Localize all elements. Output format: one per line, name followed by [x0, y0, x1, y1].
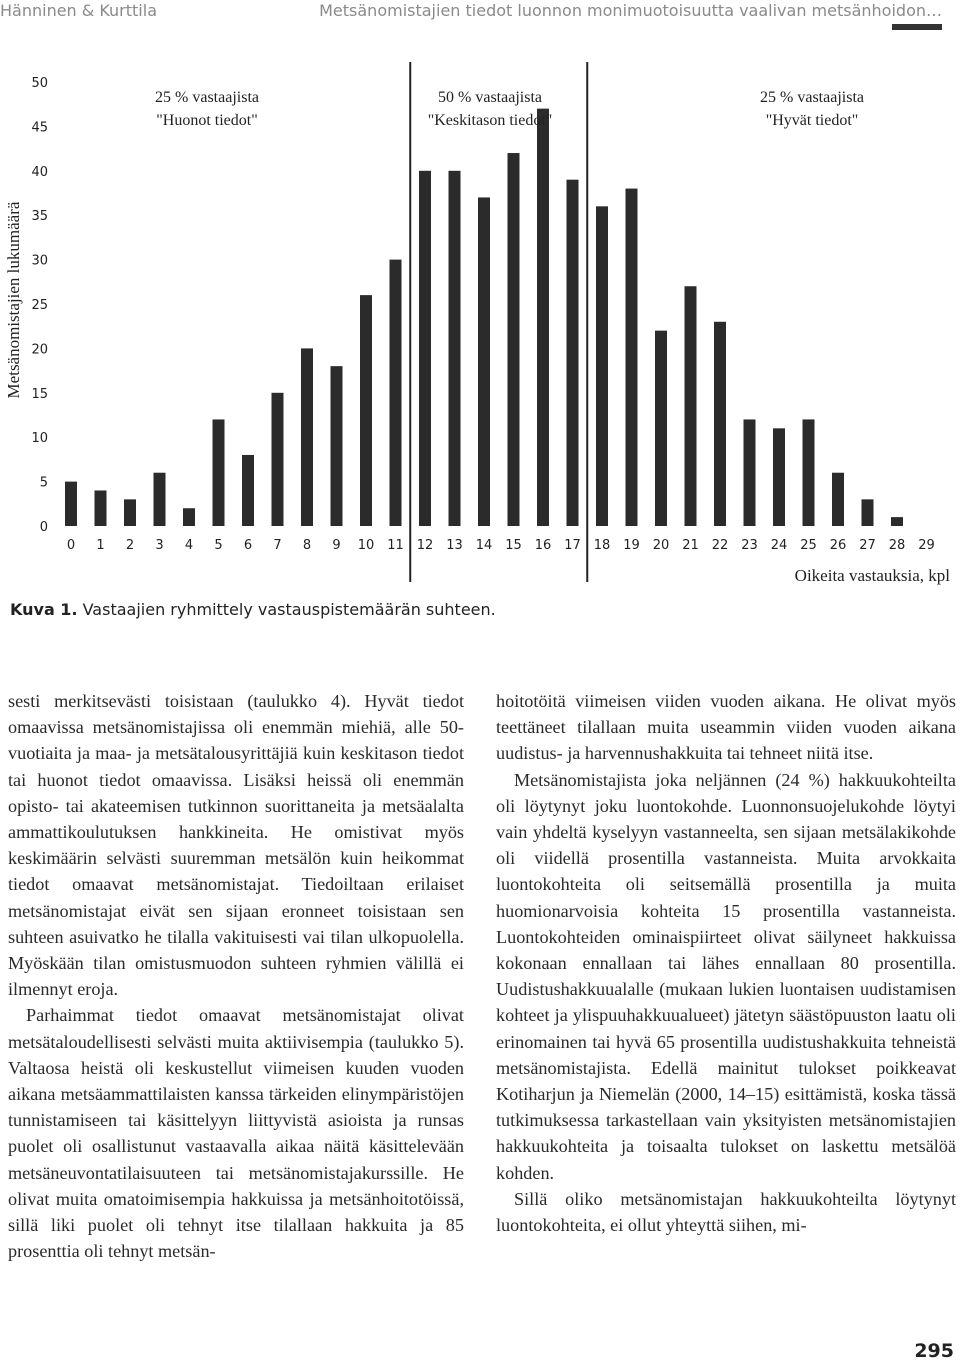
y-tick-label: 40 — [31, 164, 48, 180]
bar — [478, 197, 490, 526]
bar — [301, 348, 313, 526]
running-header-authors: Hänninen & Kurttila — [0, 1, 157, 20]
x-tick-label: 16 — [534, 538, 552, 553]
bar — [862, 499, 874, 526]
y-tick-label: 50 — [31, 76, 48, 91]
y-tick-label: 25 — [31, 298, 48, 313]
x-tick-label: 23 — [741, 538, 758, 553]
group-label-share: 25 % vastaajista — [155, 89, 259, 106]
bar — [685, 286, 697, 526]
y-tick-label: 20 — [31, 342, 48, 358]
x-tick-label: 25 — [800, 538, 817, 553]
group-label-name: "Keskitason tiedot" — [427, 112, 553, 129]
bar-chart — [0, 58, 960, 588]
text-column-left — [8, 688, 464, 1264]
bar — [832, 473, 844, 526]
x-tick-label: 12 — [416, 538, 434, 553]
figure-caption-text: Vastaajien ryhmittely vastauspistemäärän suhteen. — [77, 600, 496, 619]
x-tick-label: 21 — [682, 538, 699, 553]
y-tick-label: 45 — [31, 120, 48, 136]
x-tick-label: 6 — [243, 538, 253, 553]
x-tick-label: 0 — [66, 538, 76, 553]
bar — [655, 331, 667, 526]
text-column-right — [496, 688, 956, 1238]
figure-chart — [0, 58, 960, 588]
x-tick-label: 24 — [770, 538, 788, 553]
bar — [537, 109, 549, 526]
y-tick-label: 10 — [31, 431, 48, 447]
x-tick-label: 18 — [593, 538, 611, 553]
x-tick-label: 17 — [564, 538, 581, 553]
y-axis-label: Metsänomistajien lukumäärä — [4, 201, 23, 399]
paragraph: sesti merkitsevästi toisistaan (taulukko 4). Hyvät tiedot omaavissa metsänomistajissa oli enemmän miehiä, alle 50-vuotiaita ja maa- ja metsätalousyrittäjiä kuin keskitason tiedot tai huonot tiedot omaavissa. Lisäksi heissä oli enemmän opisto- tai akateemisen tutkinnon suorittaneita ja metsäalalta ammattikoulutuksen hankkineita. He omistivat myös keskimäärin selvästi suuremman metsälön kuin heikommat tiedot omaavat metsänomistajat. Tiedoiltaan erilaiset metsänomistajat eivät sen sijaan eronneet toisistaan sen suhteen asuivatko he tilalla vakituisesti vai tilan ulkopuolella. Myöskään tilan omistusmuodon suhteen ryhmien välillä ei ilmennyt eroja. — [8, 691, 464, 1000]
bar — [272, 393, 284, 526]
x-tick-label: 2 — [125, 538, 135, 553]
x-axis-label: Oikeita vastauksia, kpl — [794, 566, 950, 585]
x-tick-label: 8 — [302, 538, 312, 553]
bar — [360, 295, 372, 526]
bar — [803, 419, 815, 526]
x-tick-label: 9 — [332, 538, 341, 553]
y-tick-label: 15 — [31, 386, 48, 402]
bar — [891, 517, 903, 526]
page-number: 295 — [914, 1340, 954, 1362]
y-tick-label: 0 — [39, 520, 48, 535]
bar — [567, 180, 579, 526]
bar — [744, 419, 756, 526]
x-tick-label: 4 — [184, 538, 194, 553]
bar — [154, 473, 166, 526]
x-tick-label: 27 — [859, 538, 876, 553]
x-tick-label: 3 — [155, 538, 164, 553]
running-header-title: Metsänomistajien tiedot luonnon monimuotoisuutta vaalivan metsänhoidon… — [319, 1, 942, 20]
x-tick-label: 11 — [387, 538, 404, 553]
bar — [596, 206, 608, 526]
bar — [449, 171, 461, 526]
figure-caption — [10, 600, 496, 619]
x-tick-label: 7 — [273, 538, 282, 553]
bar — [714, 322, 726, 526]
x-tick-label: 20 — [652, 538, 670, 553]
bar — [65, 482, 77, 526]
bar — [124, 499, 136, 526]
x-tick-label: 22 — [711, 538, 729, 553]
x-tick-label: 5 — [214, 538, 223, 553]
bar — [183, 508, 195, 526]
bar — [390, 260, 402, 526]
paragraph: Metsänomistajista joka neljännen (24 %) hakkuukohteilta oli löytynyt joku luontokohde. Luonnonsuojelukohde löytyi vain yhdeltä kyselyyn vastanneelta, sen sijaan metsälakikohde oli viidellä prosentilla vastanneista. Muita arvokkaita luontokohteita oli seitsemällä prosentilla ja muita huomionarvoisia kohteita 15 prosentilla vastanneista. Luontokohteiden ominaispiirteet olivat säilyneet hakkuissa kokonaan ennallaan tai lähes ennallaan 80 prosentilla. Uudistushakkuualalle (mukaan lukien luontaisen uudistamisen kohteet ja ylispuuhakkuualueet) jätetyn säästöpuuston laatu oli erinomainen tai hyvä 65 prosentilla uudistushakkuita tehneistä metsänomistajista. Edellä mainitut tulokset poikkeavat Kotiharjun ja Niemelän (2000, 14–15) esittämistä, koska tässä tutkimuksessa tarkastellaan vain yksityisten metsänomistajien hakkuukohteita ja toisaalta tulokset on laskettu metsälöä kohden. — [496, 769, 956, 1183]
paragraph: Parhaimmat tiedot omaavat metsänomistajat olivat metsätaloudellisesti selvästi muita aktiivisempia (taulukko 5). Valtaosa heistä oli keskustellut viimeisen kuuden vuoden aikana metsäammattilaisten kanssa tärkeiden elinympäristöjen tunnistamiseen tai käsittelyyn liittyvistä asioista ja runsas puolet oli osallistunut vastaavalla aikaa näitä käsittelevään metsäneuvontatilaisuuteen tai metsänomistajakurssille. He olivat muita omatoimisempia hakkuissa ja metsänhoitotöissä, sillä liki puolet oli tehnyt itse tilallaan hakkuita ja 85 prosenttia oli tehnyt metsän- — [8, 1005, 464, 1262]
bar — [508, 153, 520, 526]
x-tick-label: 13 — [446, 538, 463, 553]
y-tick-label: 30 — [31, 253, 48, 269]
x-tick-label: 1 — [96, 538, 105, 553]
x-tick-label: 29 — [918, 538, 935, 553]
x-tick-label: 14 — [475, 538, 493, 553]
paragraph: Sillä oliko metsänomistajan hakkuukohteilta löytynyt luontokohteita, ei ollut yhteyttä siihen, mi- — [496, 1188, 956, 1236]
bar — [419, 171, 431, 526]
bar — [626, 189, 638, 526]
x-tick-label: 26 — [829, 538, 847, 553]
bar — [213, 419, 225, 526]
y-tick-label: 35 — [31, 209, 48, 225]
paragraph: hoitotöitä viimeisen viiden vuoden aikana. He olivat myös teettäneet tilallaan muita useammin viiden vuoden aikana uudistus- ja harvennushakkuita tai tehneet niitä itse. — [496, 691, 956, 764]
bar — [95, 490, 107, 526]
header-rule — [892, 24, 942, 30]
x-tick-label: 10 — [357, 538, 375, 553]
figure-caption-label: Kuva 1. — [10, 600, 78, 619]
x-tick-label: 19 — [623, 538, 640, 553]
group-label-share: 25 % vastaajista — [760, 89, 864, 106]
group-label-name: "Hyvät tiedot" — [765, 112, 859, 129]
x-tick-label: 28 — [888, 538, 906, 553]
group-label-name: "Huonot tiedot" — [156, 112, 258, 129]
bar — [242, 455, 254, 526]
x-tick-label: 15 — [505, 538, 522, 553]
group-label-share: 50 % vastaajista — [438, 89, 542, 106]
bar — [773, 428, 785, 526]
y-tick-label: 5 — [39, 475, 48, 491]
bar — [331, 366, 343, 526]
